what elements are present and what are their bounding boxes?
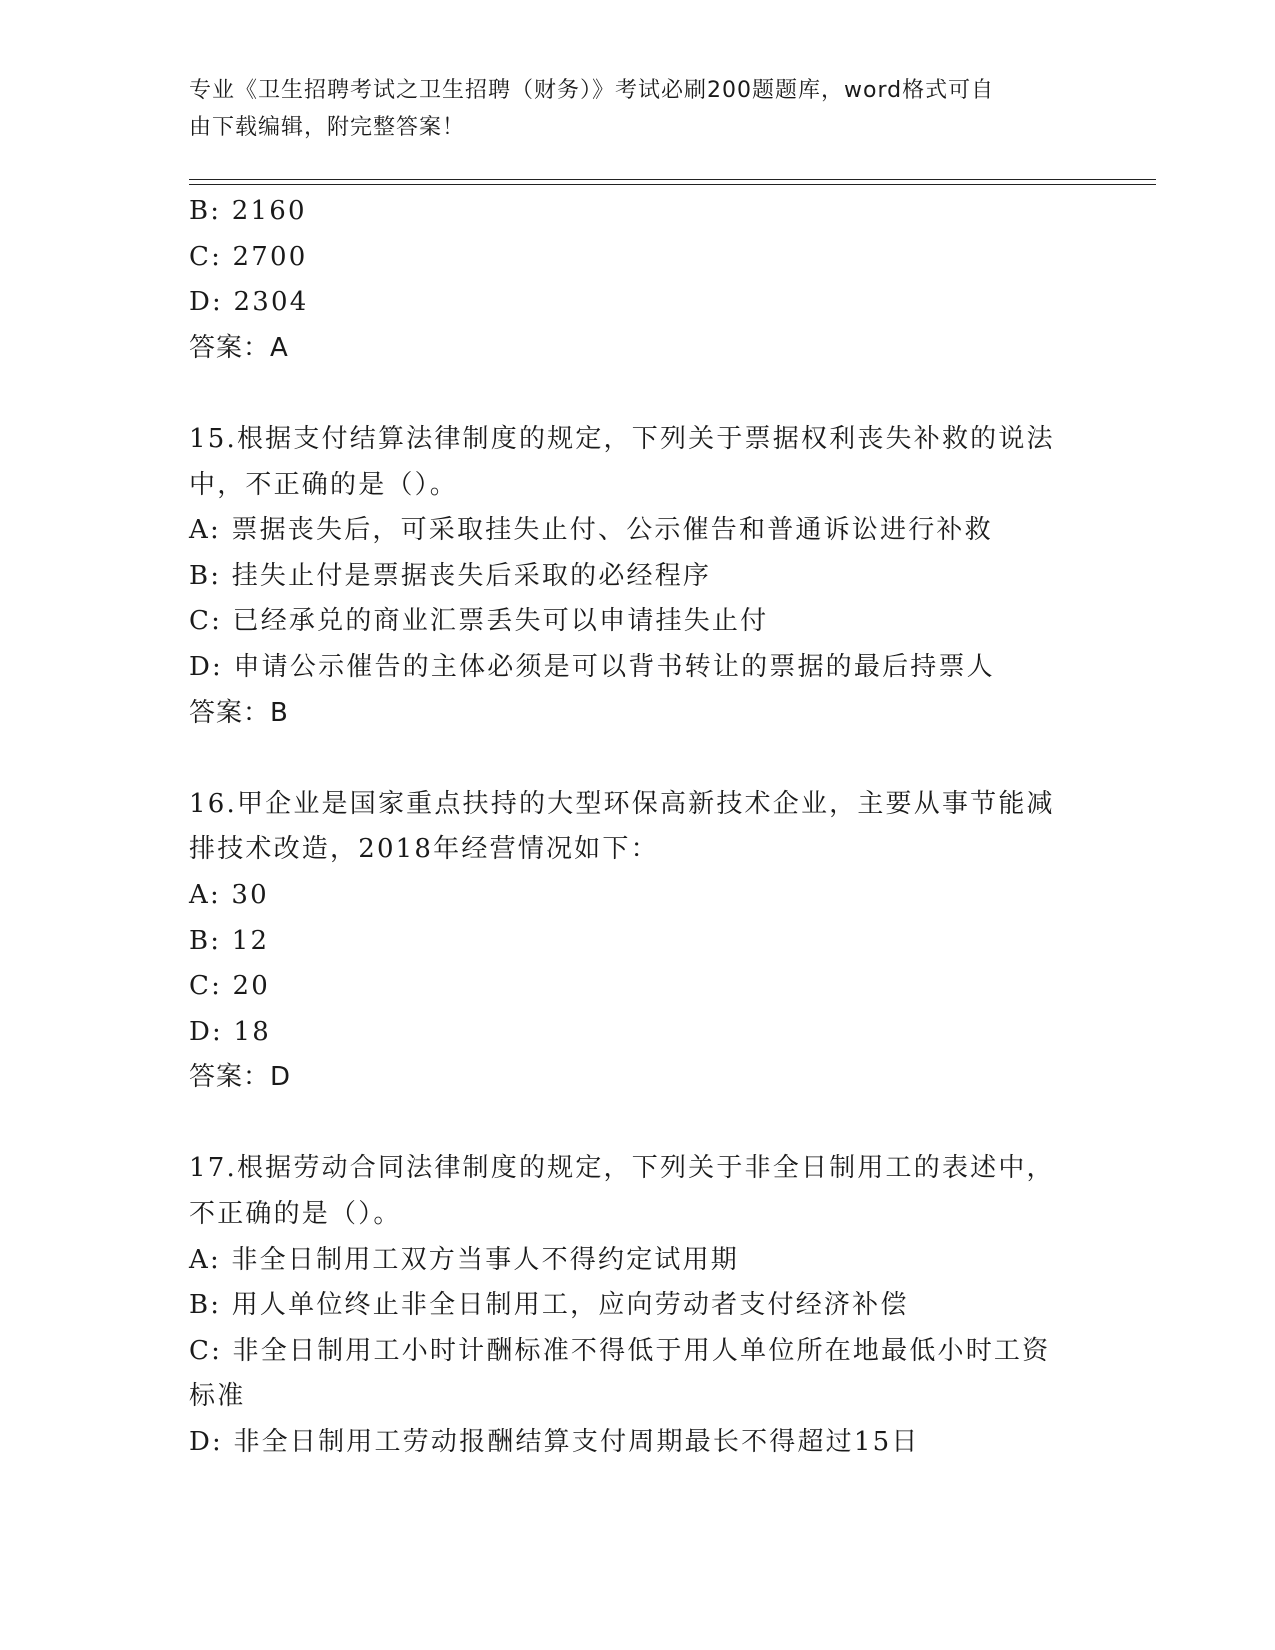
question-stem-line: 不正确的是（）。 <box>189 1199 402 1230</box>
option-c-continued: 标准 <box>189 1381 246 1412</box>
option-b: B: 挂失止付是票据丧失后采取的必经程序 <box>189 560 712 591</box>
option-c: C: 20 <box>189 971 271 1002</box>
option-a: A: 票据丧失后，可采取挂失止付、公示催告和普通诉讼进行补救 <box>189 515 993 546</box>
question-stem-line: 17.根据劳动合同法律制度的规定，下列关于非全日制用工的表述中， <box>189 1153 1055 1184</box>
answer: 答案：A <box>189 332 289 363</box>
option-b: B: 用人单位终止非全日制用工，应向劳动者支付经济补偿 <box>189 1290 909 1321</box>
option-d: D: 18 <box>189 1016 271 1047</box>
spacer <box>189 1101 1089 1147</box>
option-d: D: 申请公示催告的主体必须是可以背书转让的票据的最后持票人 <box>189 651 995 682</box>
option-b: B: 12 <box>189 925 270 956</box>
spacer <box>189 736 1089 782</box>
header-line-1: 专业《卫生招聘考试之卫生招聘（财务）》考试必刷200题题库，word格式可自 <box>189 78 995 103</box>
answer: 答案：B <box>189 697 289 728</box>
header-divider-top <box>189 179 1156 180</box>
option-d: D: 非全日制用工劳动报酬结算支付周期最长不得超过15日 <box>189 1427 920 1458</box>
question-17 <box>189 1146 1089 1465</box>
option-b: B: 2160 <box>189 196 307 226</box>
question-stem-line: 16.甲企业是国家重点扶持的大型环保高新技术企业，主要从事节能减 <box>189 788 1055 819</box>
answer: 答案：D <box>189 1062 292 1093</box>
document-header <box>189 72 1089 146</box>
option-a: A: 非全日制用工双方当事人不得约定试用期 <box>189 1244 740 1275</box>
question-stem-line: 排技术改造，2018年经营情况如下： <box>189 834 659 865</box>
option-d: D: 2304 <box>189 287 309 318</box>
question-15 <box>189 417 1089 736</box>
header-divider-bottom <box>189 184 1156 185</box>
question-list <box>189 189 1089 1466</box>
option-a: A: 30 <box>189 879 269 910</box>
question-stem-line: 中，不正确的是（）。 <box>189 469 459 500</box>
question-stem-line: 15.根据支付结算法律制度的规定，下列关于票据权利丧失补救的说法 <box>189 423 1055 454</box>
option-c: C: 2700 <box>189 241 308 272</box>
question-14-fragment <box>189 189 1089 371</box>
header-line-2: 由下载编辑，附完整答案！ <box>189 115 466 140</box>
option-c: C: 已经承兑的商业汇票丢失可以申请挂失止付 <box>189 606 769 637</box>
option-c: C: 非全日制用工小时计酬标准不得低于用人单位所在地最低小时工资 <box>189 1335 1051 1366</box>
spacer <box>189 371 1089 417</box>
question-16 <box>189 782 1089 1101</box>
